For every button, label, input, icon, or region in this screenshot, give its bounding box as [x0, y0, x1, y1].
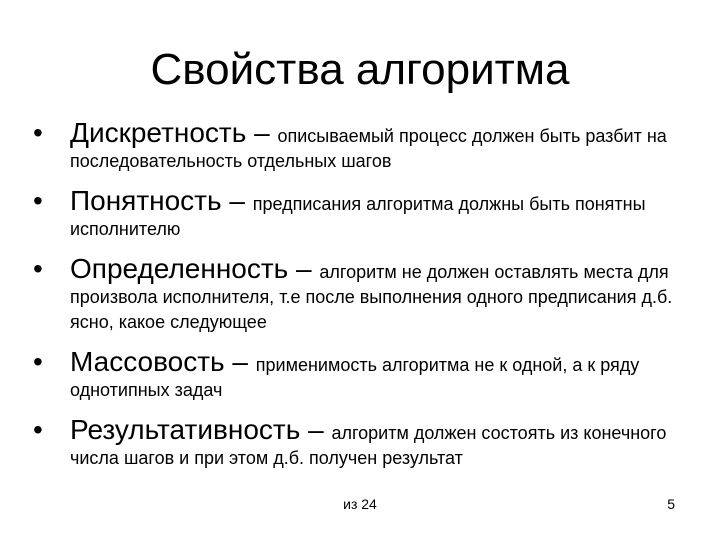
bullet-description: алгоритм не должен оставлять места для произвола исполнителя, т.е после выполнения одного предписания д.б. ясно, какое следующее — [70, 262, 673, 332]
bullet-text — [70, 185, 646, 239]
bullet-item-clarity — [30, 185, 690, 242]
bullet-dot-icon: • — [33, 414, 43, 445]
bullet-text — [70, 346, 640, 400]
bullet-item-massiveness — [30, 346, 690, 403]
bullet-description: предписания алгоритма должны быть понятны исполнителю — [70, 194, 646, 239]
bullet-dot-icon: • — [33, 185, 43, 216]
bullet-item-effectiveness — [30, 414, 690, 471]
bullet-item-definiteness — [30, 253, 690, 335]
bullet-text — [70, 253, 673, 332]
bullet-term: Дискретность – — [70, 117, 278, 148]
bullet-item-discreteness — [30, 117, 690, 174]
footer-page-number: 5 — [667, 496, 675, 512]
bullet-dot-icon: • — [33, 346, 43, 377]
bullet-term: Массовость – — [70, 346, 256, 377]
bullet-description: описываемый процесс должен быть разбит на последовательность отдельных шагов — [70, 126, 667, 171]
bullet-text — [70, 117, 667, 171]
bullet-term: Определенность – — [70, 253, 320, 284]
bullet-description: применимость алгоритма не к одной, а к ряду однотипных задач — [70, 355, 640, 400]
bullet-term: Понятность – — [70, 185, 253, 216]
bullet-list — [30, 117, 690, 482]
slide-title: Свойства алгоритма — [150, 45, 570, 94]
footer-total-slides: из 24 — [343, 496, 377, 512]
bullet-description: алгоритм должен состоять из конечного числа шагов и при этом д.б. получен результат — [70, 423, 667, 468]
bullet-dot-icon: • — [33, 117, 43, 148]
bullet-dot-icon: • — [33, 253, 43, 284]
bullet-term: Результативность – — [70, 414, 332, 445]
bullet-text — [70, 414, 667, 468]
